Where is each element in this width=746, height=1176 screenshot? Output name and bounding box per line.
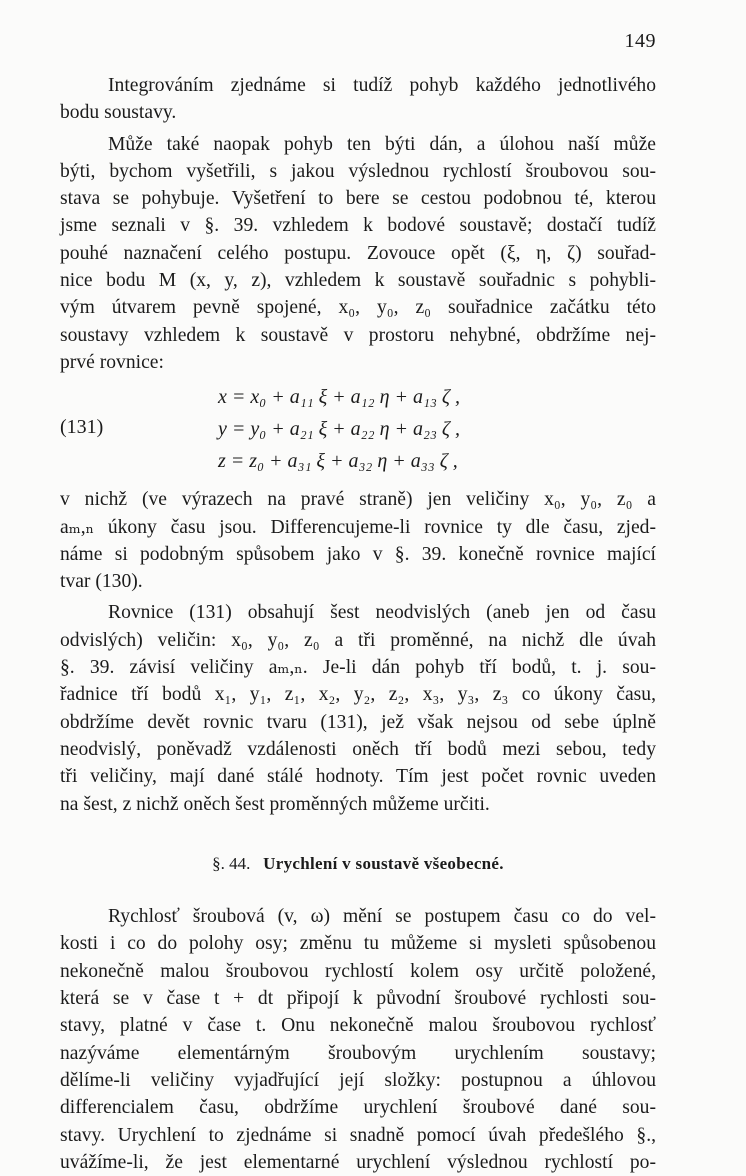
text-line: prvé rovnice: (60, 351, 164, 373)
text-line: soustavy vzhledem k soustavě v prostoru nehybné, obdržíme nej- (60, 324, 656, 346)
equation-line-z: z = z₀ + a₃₁ ξ + a₃₂ η + a₃₃ ζ , (218, 450, 458, 473)
text-line: tvar (130). (60, 571, 143, 593)
text-line: vým útvarem pevně spojené, x₀, y₀, z₀ souřadnice začátku této (60, 297, 656, 319)
text-line: Rovnice (131) obsahují šest neodvislých (aneb jen od času (108, 602, 656, 624)
text-line: dělíme-li veličiny vyjadřující její složky: postupnou a úhlovou (60, 1069, 656, 1091)
text-line: odvislých) veličin: x₀, y₀, z₀ a tři proměnné, na nichž dle úvah (60, 629, 656, 651)
paragraph-4 (60, 599, 656, 817)
text-line: differencialem času, obdržíme urychlení šroubové dané sou- (60, 1097, 656, 1119)
equation-block-131 (60, 384, 656, 480)
text-line: Integrováním zjednáme si tudíž pohyb každého jednotlivého (108, 75, 656, 96)
page-number: 149 (624, 30, 656, 52)
text-line: neodvislý, poněvadž vzdálenosti oněch tří bodů mezi sebou, tedy (60, 738, 656, 760)
text-line: obdržíme devět rovnic tvaru (131), jež však nejsou od sebe úplně (60, 711, 656, 733)
section-title: Urychlení v soustavě všeobecné. (263, 853, 504, 873)
text-line: aₘ,ₙ úkony času jsou. Differencujeme-li rovnice ty dle času, zjed- (60, 516, 656, 538)
section-heading (60, 850, 656, 877)
text-line: býti, bychom vyšetřili, s jakou výslednou rychlostí šroubovou sou- (60, 160, 656, 182)
text-line: tři veličiny, mají dané stálé hodnoty. Tím jest počet rovnic uveden (60, 766, 656, 788)
text-line: náme si podobným spůsobem jako v §. 39. konečně rovnice mající (60, 543, 656, 565)
text-line: Rychlosť šroubová (v, ω) mění se postupem času co do vel- (108, 906, 656, 928)
text-line: stava se pohybuje. Vyšetření to bere se cestou podobnou té, kterou (60, 188, 656, 210)
text-line: nazýváme elementárným šroubovým urychlením soustavy; (60, 1042, 656, 1064)
page-body (60, 72, 656, 1176)
paragraph-2 (60, 131, 656, 377)
paragraph-1 (60, 72, 656, 127)
text-line: kosti i co do polohy osy; změnu tu můžeme si mysleti spůsobenou (60, 933, 656, 955)
text-line: uvážíme-li, že jest elementarné urychlení výslednou rychlostí po- (60, 1151, 656, 1173)
equation-number: (131) (60, 416, 104, 439)
text-line: §. 39. závisí veličiny aₘ,ₙ. Je-li dán pohyb tří bodů, t. j. sou- (60, 657, 656, 679)
text-line: nekonečně malou šroubovou rychlostí kolem osy určitě položené, (60, 960, 656, 982)
text-line: bodu soustavy. (60, 102, 177, 124)
text-line: Může také naopak pohyb ten býti dán, a úlohou naší může (108, 133, 656, 155)
paragraph-3 (60, 486, 656, 595)
text-line: nice bodu M (x, y, z), vzhledem k soustavě souřadnic s pohybli- (60, 270, 656, 292)
text-line: která se v čase t + dt připojí k původní šroubové rychlosti sou- (60, 988, 656, 1010)
equation-line-y: y = y₀ + a₂₁ ξ + a₂₂ η + a₂₃ ζ , (218, 418, 460, 441)
section-number: §. 44. (212, 853, 251, 873)
text-line: stavy, platné v čase t. Onu nekonečně malou šroubovou rychlosť (60, 1015, 656, 1037)
text-line: na šest, z nichž oněch šest proměnných můžeme určiti. (60, 793, 490, 815)
text-line: pouhé naznačení celého postupu. Zovouce opět (ξ, η, ζ) souřad- (60, 242, 656, 264)
text-line: v nichž (ve výrazech na pravé straně) jen veličiny x₀, y₀, z₀ a (60, 489, 656, 511)
text-line: stavy. Urychlení to zjednáme si snadně pomocí úvah předešlého §., (60, 1124, 656, 1146)
text-line: jsme seznali v §. 39. vzhledem k bodové soustavě; dostačí tudíž (60, 215, 656, 237)
equation-line-x: x = x₀ + a₁₁ ξ + a₁₂ η + a₁₃ ζ , (218, 386, 460, 409)
paragraph-5 (60, 903, 656, 1176)
text-line: řadnice tří bodů x₁, y₁, z₁, x₂, y₂, z₂, x₃, y₃, z₃ co úkony času, (60, 684, 656, 706)
